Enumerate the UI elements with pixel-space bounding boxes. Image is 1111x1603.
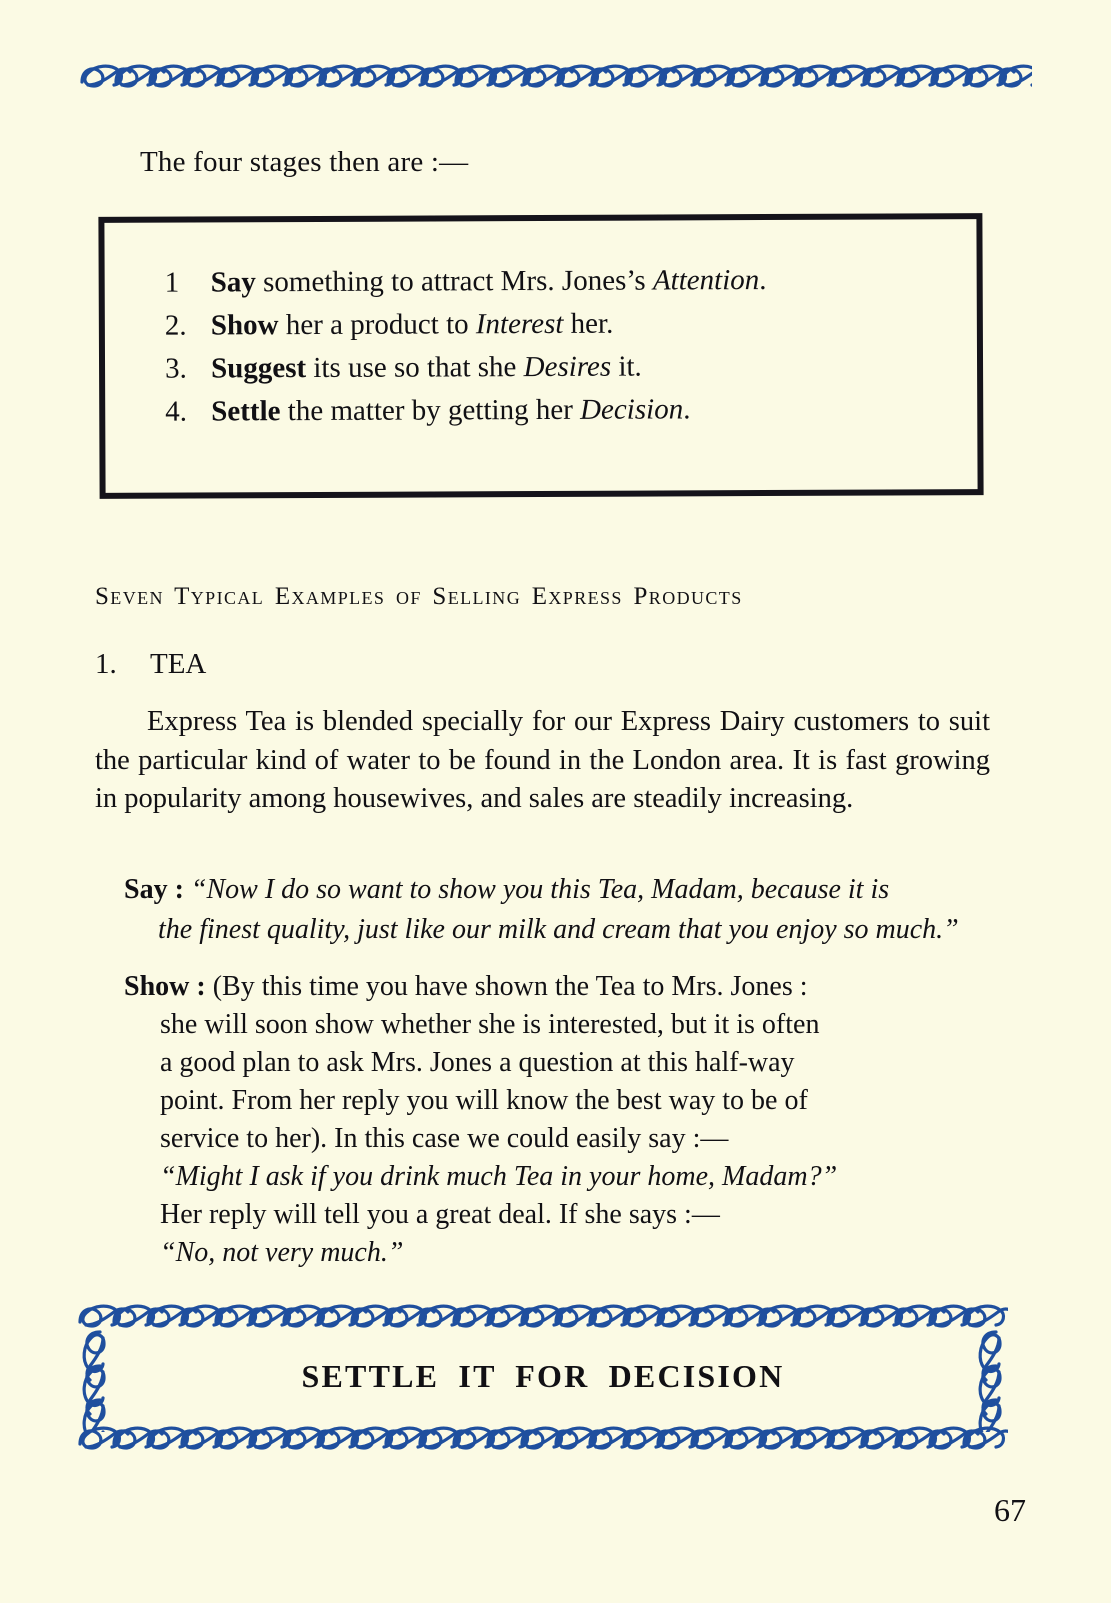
say-line-1 bbox=[124, 870, 1020, 910]
list-item-keyword: Settle bbox=[211, 395, 281, 428]
list-item-text bbox=[211, 349, 957, 385]
list-item-text bbox=[211, 306, 957, 342]
list-item-tail: it. bbox=[611, 350, 642, 383]
list-item-number: 2. bbox=[164, 309, 187, 342]
say-separator: : bbox=[167, 874, 191, 905]
show-text-line-2: she will soon show whether she is interested, but it is often bbox=[160, 1009, 820, 1040]
list-item-keyword: Show bbox=[210, 309, 279, 342]
list-item-keyword: Suggest bbox=[210, 352, 307, 385]
list-item-tail: . bbox=[759, 264, 767, 297]
list-item bbox=[165, 263, 957, 299]
top-scroll-ornament bbox=[80, 60, 1032, 94]
show-text-line-5: service to her). In this case we could easily say :— bbox=[160, 1123, 729, 1154]
list-item-text bbox=[211, 392, 957, 428]
show-text-line-3: a good plan to ask Mrs. Jones a question at this half-way bbox=[160, 1047, 795, 1078]
show-label: Show bbox=[124, 971, 190, 1002]
list-item-tail: . bbox=[683, 393, 691, 426]
show-quote-1-italic: “Might I ask if you drink much Tea in your home, Madam?” bbox=[160, 1161, 838, 1192]
list-item-middle: the matter by getting her bbox=[280, 393, 581, 428]
four-stages-list bbox=[165, 263, 958, 438]
show-text-line-6: Her reply will tell you a great deal. If she says :— bbox=[160, 1199, 720, 1230]
section-heading: Seven Typical Examples of Selling Express Products bbox=[95, 583, 743, 610]
show-quote-2 bbox=[160, 1234, 1022, 1272]
list-item-emphasis: Attention bbox=[652, 264, 760, 297]
banner-title: SETTLE IT FOR DECISION bbox=[301, 1358, 785, 1394]
list-item-text bbox=[211, 263, 957, 299]
list-item bbox=[165, 392, 957, 428]
product-number: 1. bbox=[95, 648, 117, 680]
list-item-emphasis: Desires bbox=[523, 350, 612, 384]
list-item-keyword: Say bbox=[210, 266, 256, 299]
list-item-middle: its use so that she bbox=[306, 351, 524, 385]
footer-banner bbox=[78, 1300, 1008, 1456]
say-label: Say bbox=[124, 874, 168, 905]
list-item-middle: something to attract Mrs. Jones’s bbox=[255, 264, 653, 299]
banner-top-scroll-ornament bbox=[78, 1300, 1008, 1334]
show-block bbox=[124, 968, 1022, 1272]
intro-line: The four stages then are :— bbox=[140, 146, 469, 178]
body-paragraph: Express Tea is blended specially for our Express Dairy customers to suit the particular kind of water to be found in the London area. It is fast growing in popularity among housewives, and sales are steadily increasing. bbox=[95, 706, 990, 814]
show-text-line-1: (By this time you have shown the Tea to Mrs. Jones : bbox=[212, 971, 808, 1002]
show-text-line-4: point. From her reply you will know the best way to be of bbox=[160, 1085, 808, 1116]
page-number: 67 bbox=[994, 1492, 1026, 1528]
list-item bbox=[165, 349, 957, 385]
product-heading bbox=[95, 648, 206, 681]
list-item-emphasis: Interest bbox=[475, 307, 564, 341]
show-quote-2-italic: “No, not very much.” bbox=[160, 1237, 404, 1268]
list-item-number: 4. bbox=[165, 395, 188, 428]
banner-bottom-scroll-ornament bbox=[78, 1422, 1008, 1456]
say-quote-line-2: the finest quality, just like our milk and cream that you enjoy so much.” bbox=[158, 914, 959, 945]
say-quote-line-1: “Now I do so want to show you this Tea, Madam, because it is bbox=[190, 874, 890, 905]
list-item-number: 1 bbox=[164, 266, 180, 299]
list-item-emphasis: Decision bbox=[579, 393, 684, 426]
show-separator: : bbox=[189, 971, 213, 1002]
list-item-tail: her. bbox=[563, 307, 614, 340]
four-stages-box bbox=[98, 213, 983, 499]
product-name: TEA bbox=[150, 648, 207, 680]
say-block bbox=[124, 870, 1020, 950]
list-item-number: 3. bbox=[164, 352, 187, 385]
show-quote-1 bbox=[160, 1158, 1022, 1196]
show-line-1 bbox=[124, 968, 1022, 1006]
list-item-middle: her a product to bbox=[278, 308, 476, 342]
list-item bbox=[165, 306, 957, 342]
